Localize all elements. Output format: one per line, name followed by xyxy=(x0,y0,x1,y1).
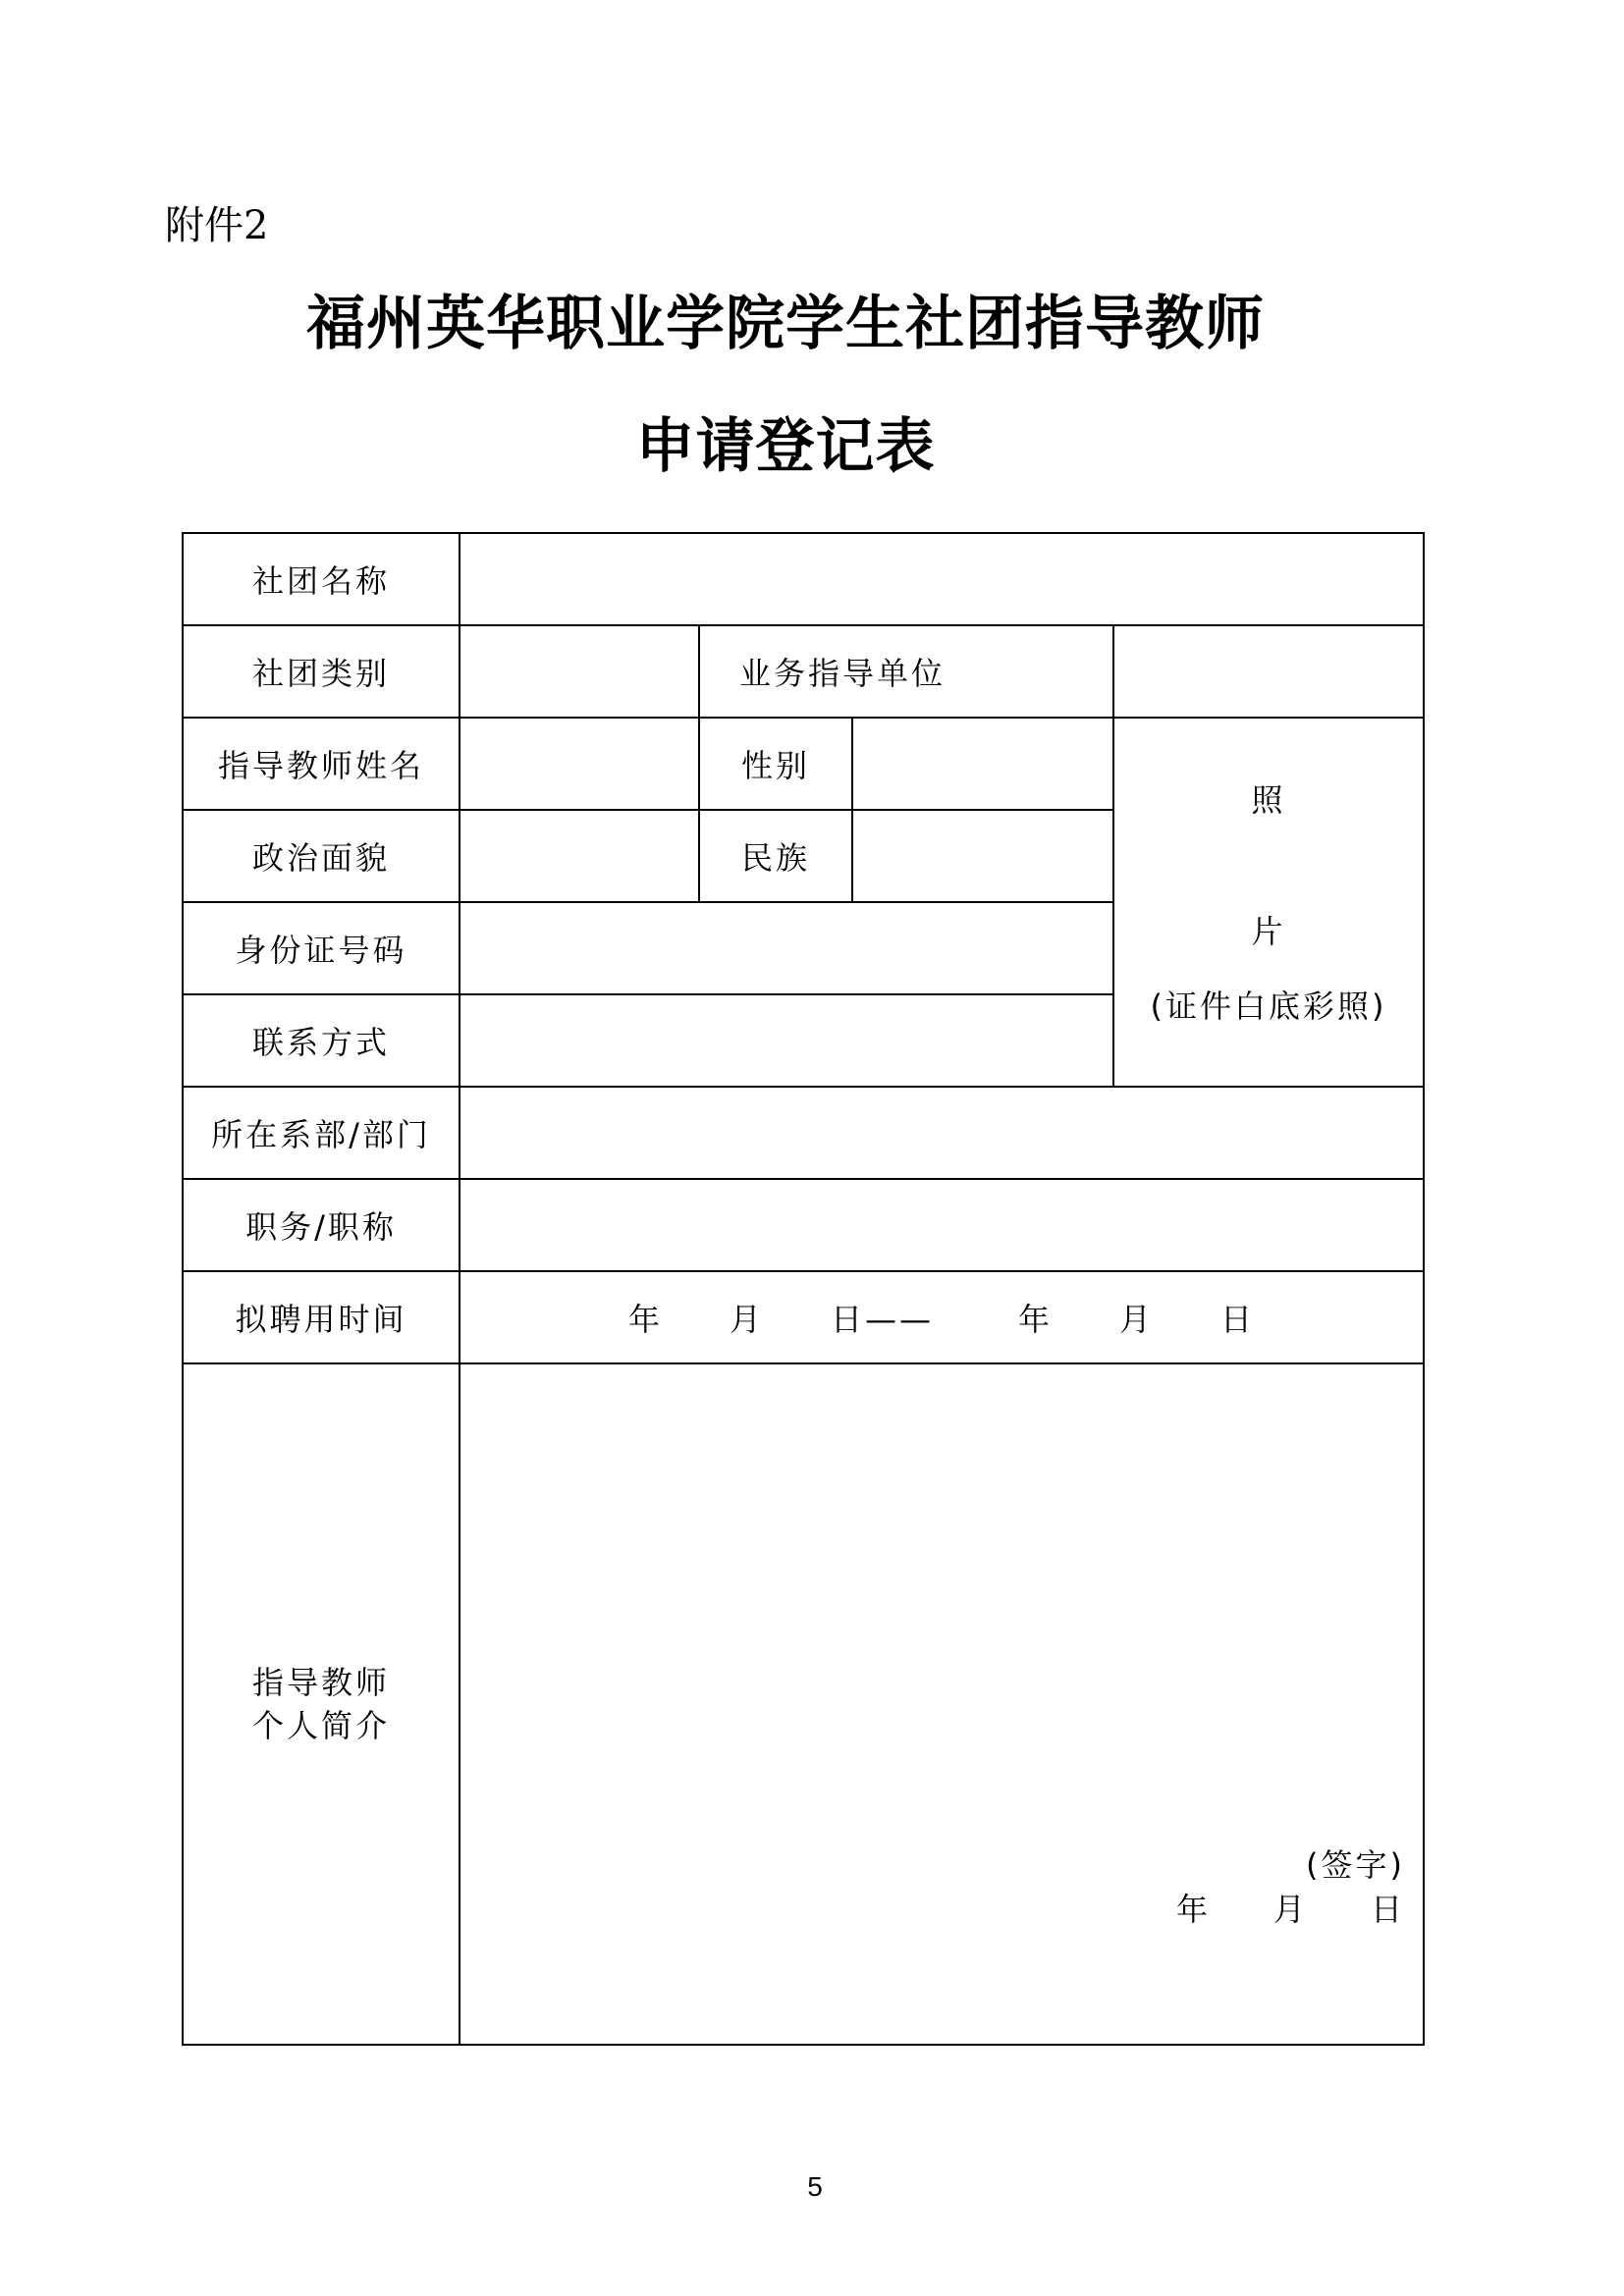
employment-period-field[interactable] xyxy=(460,1271,1424,1363)
end-day-label: 日 xyxy=(1220,1301,1256,1338)
gender-label: 性别 xyxy=(699,718,852,810)
intro-label-line1: 指导教师 xyxy=(251,1664,390,1701)
teacher-name-row xyxy=(183,718,1424,810)
start-month-label: 月 xyxy=(729,1301,764,1338)
photo-note: (证件白底彩照) xyxy=(1150,988,1387,1025)
political-status-label: 政治面貌 xyxy=(183,810,460,902)
employment-period-row xyxy=(183,1271,1424,1363)
signature-date xyxy=(1176,1885,1405,1930)
intro-row xyxy=(183,1363,1424,2045)
club-type-row xyxy=(183,625,1424,718)
club-name-field[interactable] xyxy=(460,533,1424,625)
club-name-label: 社团名称 xyxy=(183,533,460,625)
contact-field[interactable] xyxy=(460,994,1113,1087)
position-field[interactable] xyxy=(460,1179,1424,1271)
ethnicity-label: 民族 xyxy=(699,810,852,902)
club-type-label: 社团类别 xyxy=(183,625,460,718)
sign-day-label: 日 xyxy=(1370,1891,1405,1928)
supervising-unit-field[interactable] xyxy=(1113,625,1424,718)
attachment-label: 附件2 xyxy=(165,203,269,248)
sign-month-label: 月 xyxy=(1272,1891,1308,1928)
end-month-label: 月 xyxy=(1119,1301,1155,1338)
end-year-label: 年 xyxy=(1018,1301,1054,1338)
employment-period-label: 拟聘用时间 xyxy=(183,1271,460,1363)
start-year-label: 年 xyxy=(627,1301,663,1338)
photo-box[interactable] xyxy=(1113,718,1424,1087)
id-number-label: 身份证号码 xyxy=(183,902,460,994)
department-label: 所在系部/部门 xyxy=(183,1087,460,1179)
intro-label xyxy=(183,1363,460,2045)
form-title-line1: 福州英华职业学院学生社团指导教师 xyxy=(306,290,1265,358)
supervising-unit-label-cell xyxy=(699,625,1113,718)
supervising-unit-label: 业务指导单位 xyxy=(738,655,946,692)
position-row xyxy=(183,1179,1424,1271)
intro-label-line2: 个人简介 xyxy=(251,1707,390,1744)
teacher-name-field[interactable] xyxy=(460,718,699,810)
intro-field[interactable] xyxy=(460,1363,1424,2045)
contact-label: 联系方式 xyxy=(183,994,460,1087)
political-status-field[interactable] xyxy=(460,810,699,902)
photo-char-2: 片 xyxy=(1251,913,1286,950)
start-day-label: 日—— xyxy=(830,1301,934,1338)
photo-char-1: 照 xyxy=(1251,781,1286,819)
page-number: 5 xyxy=(807,2171,823,2202)
teacher-name-label: 指导教师姓名 xyxy=(183,718,460,810)
id-number-field[interactable] xyxy=(460,902,1113,994)
club-type-field[interactable] xyxy=(460,625,699,718)
signature-label: (签字) xyxy=(1306,1846,1405,1884)
department-row xyxy=(183,1087,1424,1179)
form-title-line2: 申请登记表 xyxy=(635,412,936,481)
position-label: 职务/职称 xyxy=(183,1179,460,1271)
registration-form-table xyxy=(182,532,1425,2046)
sign-year-label: 年 xyxy=(1175,1891,1211,1928)
ethnicity-field[interactable] xyxy=(852,810,1113,902)
gender-field[interactable] xyxy=(852,718,1113,810)
department-field[interactable] xyxy=(460,1087,1424,1179)
club-name-row xyxy=(183,533,1424,625)
